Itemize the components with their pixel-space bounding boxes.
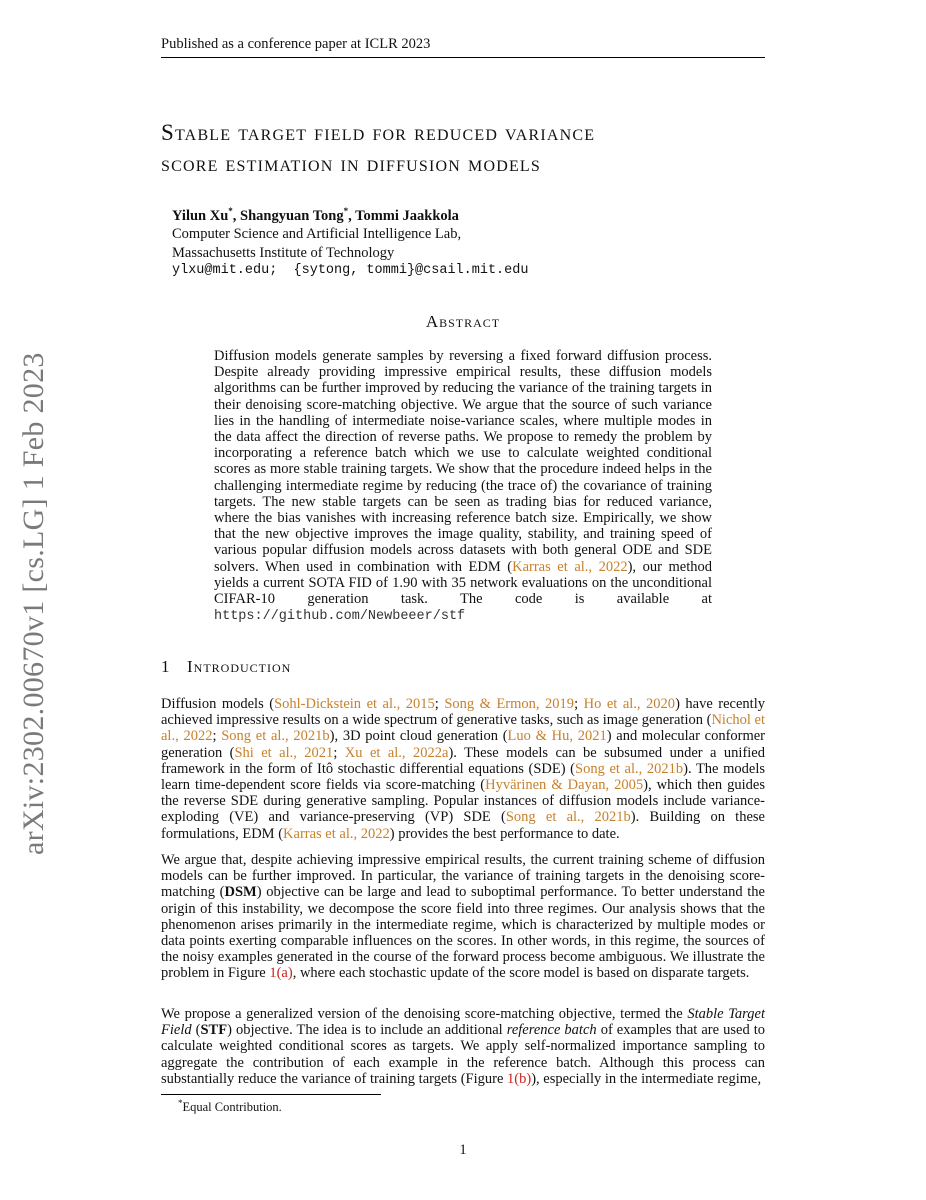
title-line-1: Stable target field for reduced variance <box>161 120 596 145</box>
figure-ref-link[interactable]: 1(a) <box>269 965 293 982</box>
paper-title <box>161 117 771 179</box>
text: ), especially in the intermediate regime, <box>531 1070 762 1087</box>
author-1: Yilun Xu <box>172 207 229 224</box>
citation-link[interactable]: Song & Ermon, 2019 <box>444 696 575 712</box>
footnote <box>178 1098 578 1115</box>
citation-link[interactable]: Xu et al., 2022a <box>344 744 449 761</box>
abstract-heading: Abstract <box>425 312 501 331</box>
abstract-text <box>214 348 712 625</box>
footnote-rule <box>161 1094 381 1095</box>
section-number: 1 <box>161 657 170 676</box>
citation-link[interactable]: Sohl-Dickstein et al., 2015 <box>274 696 435 712</box>
text: ), which then guides the reverse SDE during generative sampling. Popular instances of diffusion models include variance-exploding (VE) and variance-preserving (VP) SDE ( <box>161 777 765 826</box>
text: ). These models can be subsumed under a unified framework in the form of Itô stochastic differential equations (SDE) ( <box>161 744 765 777</box>
text: ; <box>434 696 445 712</box>
text: ; <box>333 744 345 761</box>
text: of examples that are used to calculate weighted conditional scores as targets. We apply self-normalized importance sampling to aggregate the contribution of each example in the reference batch. Although this process can substantially reduce the variance of training targets (Figure <box>161 1022 766 1087</box>
citation-link[interactable]: Song et al., 2021b <box>505 809 631 826</box>
author-names: Yilun Xu*, Shangyuan Tong*, Tommi Jaakkola <box>172 206 459 224</box>
citation-link[interactable]: Hyvärinen & Dayan, 2005 <box>485 777 644 794</box>
code-url-link[interactable]: https://github.com/Newbeeer/stf <box>214 609 466 625</box>
text: ), 3D point cloud generation ( <box>329 728 508 745</box>
stf-term: STF <box>200 1022 228 1039</box>
citation-link[interactable]: Karras et al., 2022 <box>512 558 628 575</box>
affiliation-line-1: Computer Science and Artificial Intelligence Lab, <box>172 226 462 243</box>
citation-link[interactable]: Karras et al., 2022 <box>283 825 390 842</box>
text: ) have recently achieved impressive results on a wide spectrum of generative tasks, such as image generation ( <box>161 696 765 729</box>
author-2: Shangyuan Tong <box>240 207 344 224</box>
text: We argue that, despite achieving impressive empirical results, the current training scheme of diffusion models can be further improved. In particular, the variance of training targets in the denoising score-matching ( <box>161 852 765 901</box>
page-number: 1 <box>459 1142 467 1158</box>
emphasis-stf-name: Stable Target Field <box>161 1006 765 1039</box>
text: , where each stochastic update of the score model is based on disparate targets. <box>292 965 750 982</box>
intro-paragraph-3 <box>161 1006 765 1087</box>
equal-contribution-mark: * <box>343 206 349 216</box>
text: ) and molecular conformer generation ( <box>161 728 766 761</box>
title-line-2: score estimation in diffusion models <box>161 151 541 176</box>
dsm-term: DSM <box>224 884 257 901</box>
author-3: Tommi Jaakkola <box>355 207 459 224</box>
citation-link[interactable]: Luo & Hu, 2021 <box>507 728 607 745</box>
running-header: Published as a conference paper at ICLR 2023 <box>161 36 431 52</box>
footnote-text: Equal Contribution. <box>182 1100 282 1115</box>
intro-paragraph-2 <box>161 852 765 982</box>
footnote-mark: * <box>178 1098 183 1108</box>
text: Diffusion models ( <box>161 696 275 712</box>
text: ). Building on these formulations, EDM ( <box>161 809 765 842</box>
citation-link[interactable]: Song et al., 2021b <box>575 760 684 777</box>
abstract-text-a: Diffusion models generate samples by reversing a fixed forward diffusion process. Despite already providing impressive empirical results, these diffusion models algorithms can be further improved by reducing the variance of the training targets in their denoising score-matching objective. We argue that the source of such variance lies in the handling of intermediate noise-variance scales, where multiple modes in the data affect the direction of reverse paths. We propose to remedy the problem by incorporating a reference batch which we use to calculate weighted conditional scores as more stable training targets. We show that the procedure indeed helps in the challenging intermediate regime by reducing (the trace of) the covariance of training targets. The new stable targets can be seen as trading bias for reduced variance, where the bias vanishes with increasing reference batch size. Empirically, we show that the new objective improves the image quality, stability, and training speed of various popular diffusion models across datasets with both general ODE and SDE solvers. When used in combination with EDM ( <box>214 348 712 575</box>
citation-link[interactable]: Shi et al., 2021 <box>234 744 334 761</box>
citation-link[interactable]: Nichol et al., 2022 <box>161 712 765 745</box>
text: ; <box>574 696 584 712</box>
text: ) objective can be large and lead to suboptimal performance. To better understand the origin of this instability, we decompose the score field into three regimes. Our analysis shows that the phenomenon arises primarily in the intermediate regime, which is characterized by multiple modes or data points exerting comparable influences on the scores. In other words, in this regime, the sources of the noisy examples generated in the course of the forward process become ambiguous. We illustrate the problem in Figure <box>161 884 765 982</box>
text: ; <box>212 728 222 745</box>
author-emails: ylxu@mit.edu; {sytong, tommi}@csail.mit.edu <box>172 263 529 279</box>
citation-link[interactable]: Song et al., 2021b <box>221 728 330 745</box>
section-title: Introduction <box>187 657 292 676</box>
text: ( <box>191 1022 201 1039</box>
section-heading-introduction <box>161 657 765 677</box>
figure-ref-link[interactable]: 1(b) <box>507 1070 532 1087</box>
emphasis-reference-batch: reference batch <box>506 1022 597 1039</box>
text: ) objective. The idea is to include an additional <box>227 1022 507 1039</box>
header-rule <box>161 57 765 58</box>
author-block <box>172 202 732 281</box>
text: ) provides the best performance to date. <box>389 825 620 842</box>
arxiv-stamp: arXiv:2302.00670v1 [cs.LG] 1 Feb 2023 <box>17 352 50 855</box>
abstract-text-b: ), our method yields a current SOTA FID of 1.90 with 35 network evaluations on the unconditional CIFAR-10 generation task. The code is available at <box>214 558 712 608</box>
citation-link[interactable]: Ho et al., 2020 <box>583 696 676 712</box>
text: We propose a generalized version of the denoising score-matching objective, termed the <box>161 1006 688 1022</box>
text: ). The models learn time-dependent score fields via score-matching ( <box>161 760 765 794</box>
intro-paragraph-1 <box>161 696 765 842</box>
equal-contribution-mark: * <box>228 206 233 216</box>
affiliation-line-2: Massachusetts Institute of Technology <box>172 244 395 261</box>
